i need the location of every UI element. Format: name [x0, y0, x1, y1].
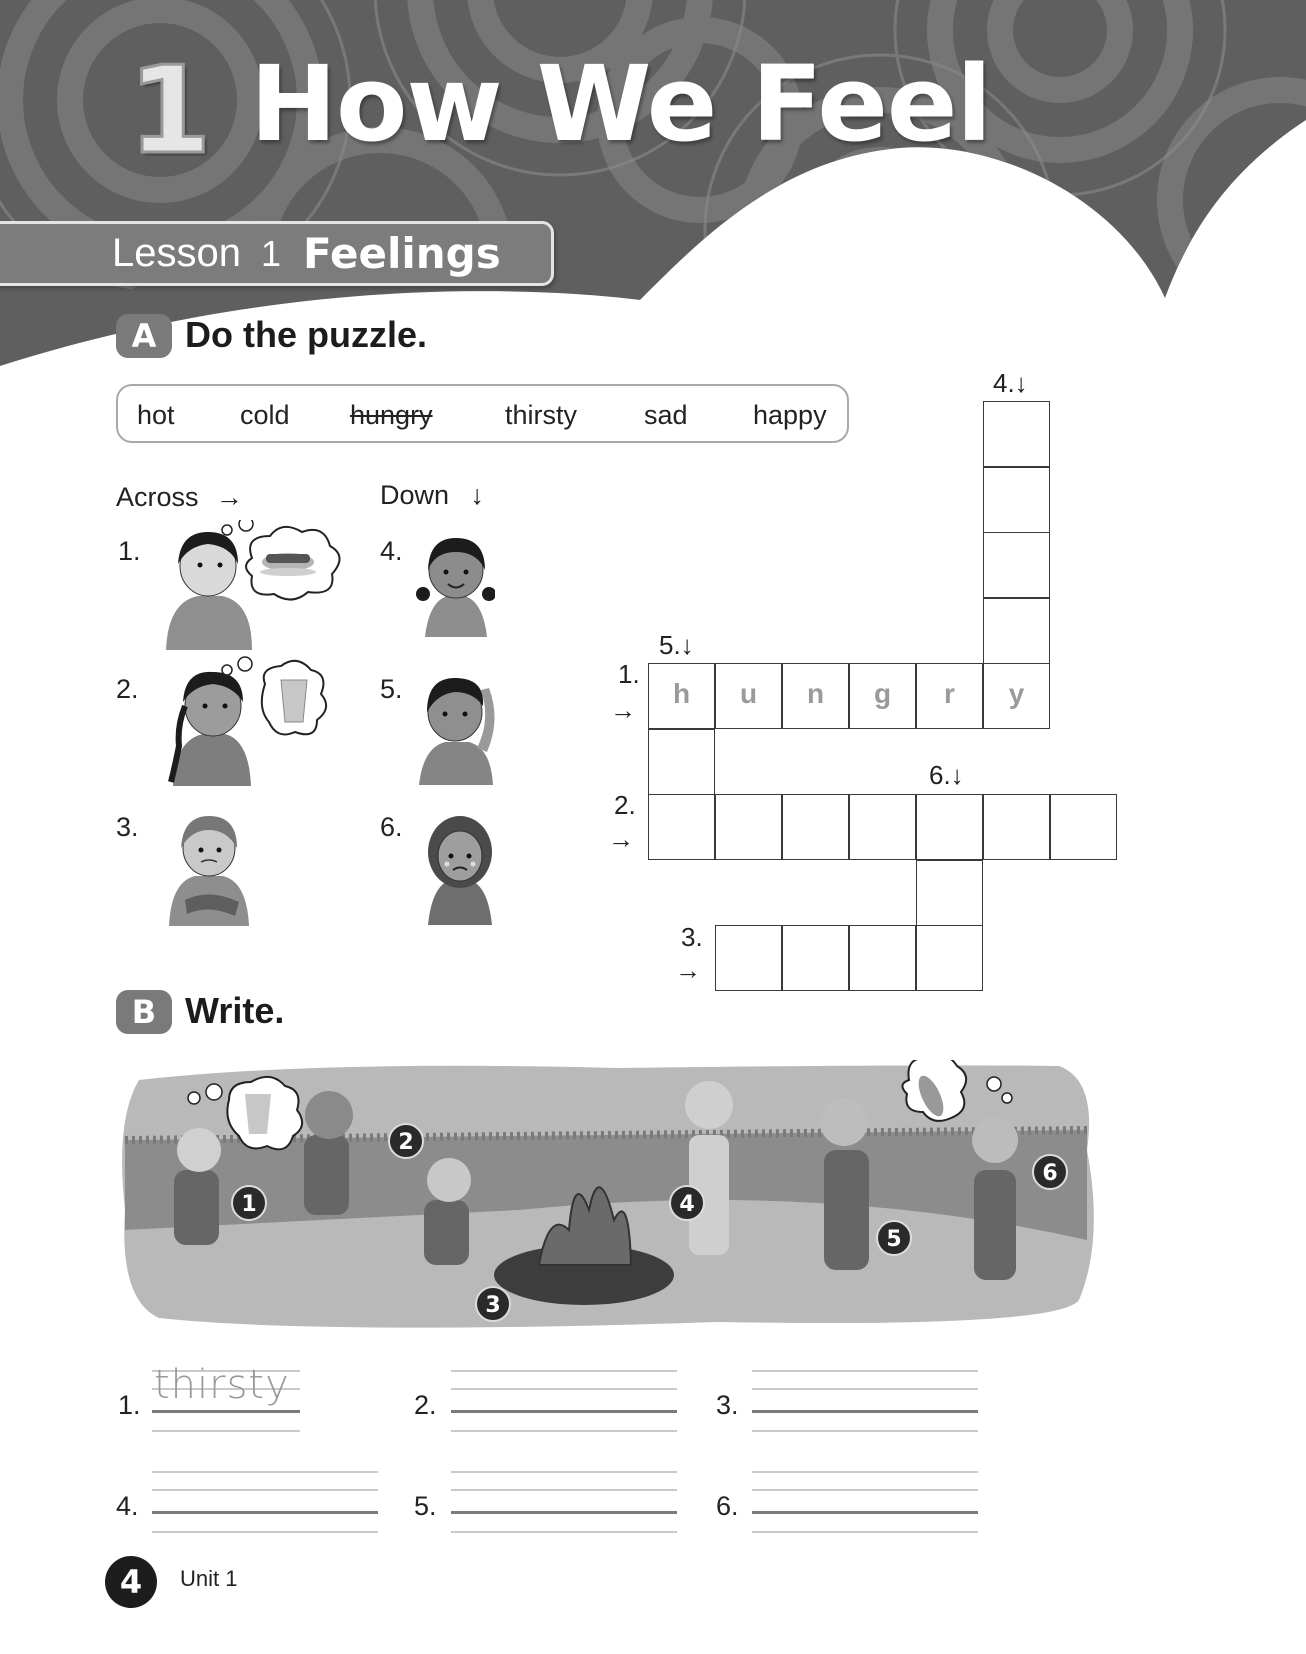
- cold-boy-shivering-picture: [165, 808, 255, 928]
- across-label: Across: [116, 482, 199, 512]
- crossword-cell[interactable]: [983, 467, 1050, 533]
- crossword-cell-example: r: [916, 663, 983, 729]
- crossword-label-across-1: 1.: [618, 659, 640, 689]
- unit-number: 1: [128, 42, 212, 181]
- hungry-boy-thinking-of-burger-picture: [160, 520, 360, 650]
- lesson-band: [0, 221, 554, 286]
- across-clue-1-number: 1.: [118, 536, 141, 566]
- crossword-cell[interactable]: [849, 794, 916, 860]
- happy-girl-smiling-picture: [415, 532, 495, 637]
- campfire-scene-illustration: [119, 1060, 1097, 1331]
- answer-5-line[interactable]: [451, 1471, 677, 1533]
- section-b-instruction: Write.: [185, 990, 285, 1031]
- svg-text:3: 3: [485, 1293, 501, 1318]
- crossword-cell[interactable]: [849, 925, 916, 991]
- svg-text:4: 4: [679, 1192, 695, 1217]
- sad-girl-crying-picture: [420, 810, 500, 925]
- crossword-cell[interactable]: [782, 925, 849, 991]
- answer-6-line[interactable]: [752, 1471, 978, 1533]
- answer-2-line[interactable]: [451, 1370, 677, 1432]
- right-arrow-icon: →: [216, 482, 244, 512]
- page-number-badge: 4: [105, 1556, 157, 1608]
- crossword-label-down-4: 4.↓: [993, 368, 1028, 398]
- crossword-cell[interactable]: [782, 794, 849, 860]
- across-heading: [116, 482, 243, 513]
- answer-4-number: 4.: [116, 1491, 139, 1521]
- word-bank-item: happy: [753, 400, 827, 430]
- crossword-cell[interactable]: [916, 794, 983, 860]
- crossword-cell[interactable]: [983, 598, 1050, 664]
- crossword-cell[interactable]: [916, 860, 983, 926]
- across-clue-3-number: 3.: [116, 812, 139, 842]
- section-a-badge: A: [116, 314, 172, 358]
- crossword-cell[interactable]: [648, 794, 715, 860]
- crossword-cell[interactable]: [983, 532, 1050, 598]
- crossword-cell-example: h: [648, 663, 715, 729]
- crossword-cell[interactable]: [983, 794, 1050, 860]
- word-bank-item: sad: [644, 400, 688, 430]
- word-bank-item: hot: [137, 400, 175, 430]
- crossword-cell[interactable]: [715, 925, 782, 991]
- word-bank-item-crossed: hungry: [350, 400, 433, 430]
- across-clue-2-number: 2.: [116, 674, 139, 704]
- crossword-cell[interactable]: [1050, 794, 1117, 860]
- thirsty-girl-thinking-of-water-picture: [155, 656, 345, 786]
- down-clue-5-number: 5.: [380, 674, 403, 704]
- crossword-label-down-6: 6.↓: [929, 760, 964, 790]
- answer-5-number: 5.: [414, 1491, 437, 1521]
- crossword-label-across-3: 3.: [681, 922, 703, 952]
- answer-2-number: 2.: [414, 1390, 437, 1420]
- crossword-cell-example: g: [849, 663, 916, 729]
- svg-text:1: 1: [241, 1192, 257, 1217]
- lesson-title: Feelings: [303, 229, 501, 278]
- unit-title: How We Feel: [250, 43, 992, 165]
- lesson-number: 1: [260, 232, 282, 274]
- down-heading: [380, 480, 484, 511]
- word-bank: [116, 384, 849, 443]
- crossword-cell[interactable]: [715, 794, 782, 860]
- crossword-cell-example: n: [782, 663, 849, 729]
- answer-3-line[interactable]: [752, 1370, 978, 1432]
- down-clue-6-number: 6.: [380, 812, 403, 842]
- down-label: Down: [380, 480, 450, 510]
- answer-1-number: 1.: [118, 1390, 141, 1420]
- down-clue-4-number: 4.: [380, 536, 403, 566]
- answer-4-line[interactable]: [152, 1471, 378, 1533]
- svg-text:5: 5: [886, 1227, 902, 1252]
- answer-6-number: 6.: [716, 1491, 739, 1521]
- right-arrow-icon: →: [675, 955, 701, 985]
- crossword-label-down-5: 5.↓: [659, 630, 694, 660]
- answer-1-traced-text: thirsty: [154, 1362, 290, 1408]
- svg-text:2: 2: [398, 1130, 414, 1155]
- crossword-cell-example: y: [983, 663, 1050, 729]
- word-bank-item: cold: [240, 400, 290, 430]
- answer-1-line[interactable]: [152, 1362, 300, 1432]
- svg-text:6: 6: [1042, 1161, 1058, 1186]
- lesson-label: Lesson: [112, 231, 241, 275]
- crossword-cell[interactable]: [983, 401, 1050, 467]
- section-a-instruction: Do the puzzle.: [185, 314, 427, 355]
- right-arrow-icon: →: [608, 824, 634, 854]
- crossword-cell[interactable]: [648, 729, 715, 795]
- crossword-label-across-2: 2.: [614, 790, 636, 820]
- hot-boy-wiping-forehead-picture: [415, 670, 500, 785]
- crossword-cell[interactable]: [916, 925, 983, 991]
- answer-3-number: 3.: [716, 1390, 739, 1420]
- word-bank-item: thirsty: [505, 400, 578, 430]
- unit-label: Unit 1: [180, 1566, 238, 1591]
- section-b-badge: B: [116, 990, 172, 1034]
- crossword-cell-example: u: [715, 663, 782, 729]
- down-arrow-icon: ↓: [470, 480, 485, 510]
- right-arrow-icon: →: [610, 695, 636, 725]
